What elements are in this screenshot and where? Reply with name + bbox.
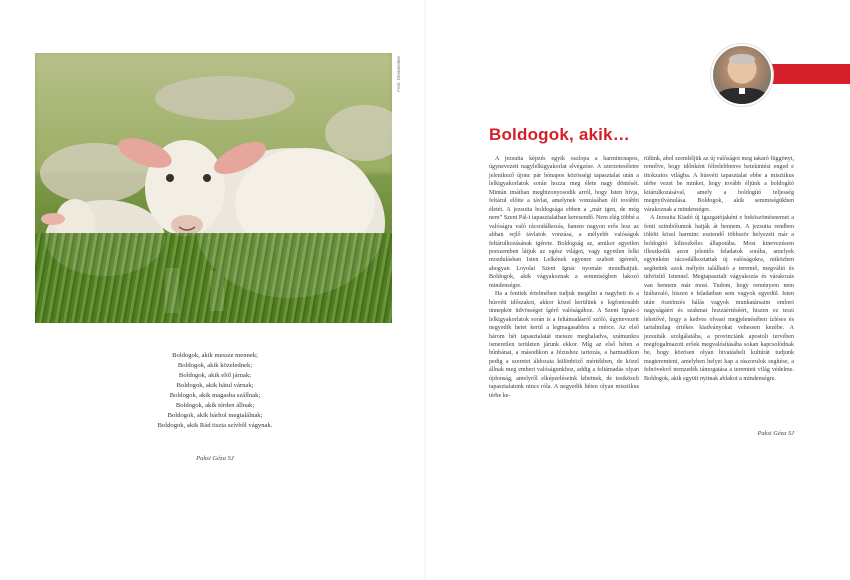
article-column-2 xyxy=(644,155,794,383)
paragraph: A jezsuita képzés egyik oszlopa a harmincnapos, úgynevezett nagylelkigyakorlat elvégzése. A szerzeteséletre jelentkező újonc pár hónapos közösségi tapasztalat után a lelkigyakorlatok során hozza meg élete nagy döntését. Mintán imáiban megbizonyosodik arról, hogy Isten hívja, feltárul előtte a távlat, amelynek vonzásában éli további életét. A jezsuita boldogsága ebben a „már igen, de még nem” Szent Pál-i tapasztalatban keresendő. Nem elég többé a valóságra való rácsodálkozás, hanem nagyon erős lesz az abban rejlő távlatok vonzása, a mélyebb valóságok feltárulkozásának igérete. Boldogság az, amikor egyetlen porszemben látjuk az egész világot, vagy egyetlen lelki mozdulásban Isten Lelkének egyenre szabott igéretét, ahogyan Loyolai Szent Ignác nyomán mondhatjuk. Boldogok, akik vágyakoznak a semmiségben lakozó mindenségre. xyxy=(489,156,639,289)
poem-line: Boldogok, akik Rád tiszta szívből vágynak. xyxy=(157,422,273,429)
lamb-photo xyxy=(35,53,392,323)
paragraph: Ha a fentiek értelmében tudjuk megélni a nagyheti és a húsvéti időszakot, akkor közel kerülünk e legfontosabb ünnepkör üdvösséget ígérő valóságához. A Szent Ignác-i lelkigyakorlatok során is a feltámadásról szóló, úgynevezett negyedik hetet kerül a legmagasabbra a mérce. Az első három hét tapasztalatát messze meghaladva, számunkra ismeretlen területen járunk ekkor. Míg az első héten a bűnbánat, a másodikon a Jézushoz tartozás, a harmadikon pedig a szeretet áldozata különböző mértékben, de közel állnak meg emberi valóságunkhoz, addig a feltámadás olyan újdonság, amelyről elképzeléseink lehetnek, de testközeli tapasztalatunk nincs róla. A negyedik héten olyan misztikus térbe ke- xyxy=(489,291,639,399)
paragraph: A Jezsuita Kiadó új igazgatójaként e beköszöntésnemet a fenti szimbólumok hatják át bennem. A jezsuita rendben töltött közel harminc esztendő többször helyezett már a boldogító kilieszkéles állapotába. Most kinevezésem illeszkedik azon jelentős feladatok sorába, amelyek egyenként rácsodálkoztattak új valóságokra, miközben segítettek azok mélyén található a teremtő, megváltó és üdvözítő Istennel. Megtapasztalt vágyakozás és várakozás van bennem már most. Tudom, hogy reményem nem hiábavaló, hiszen e feladatban sem vagyok egyedül. Isten után ösztönzés hálás vagyok munkatársaim emberi nagyságáért és szakmai hozzáértéséért, hiszen ez teszi lehetővé, hogy a kedves olvasó megjelenésében ízléses és tartalmilag értékes kiadványokat vehessen kezébe. A jezsuiták szolgálatába, a provinciánk apostoli tervében megfogalmazott erőek megvalósításába sokan kapcsolódnak be, hogy közösen olyan hivatásbeli kultúrát tudjunk megteremteni, amelyben helyet kap a rászorulok segítése, a felnövekvő nemzedék támogatása a teremtett világ védelme. Boldogok, akik együtt nyitnak ablakot a mindenségre. xyxy=(644,215,794,382)
page-gutter xyxy=(424,0,426,580)
accent-bar xyxy=(770,64,850,84)
poem-line: Boldogok, akik hátul várnak; xyxy=(176,382,254,389)
paragraph: rülünk, ahol szemléljük az új valóságot meg takaró függönyt, remélve, hogy időnként félrelebbenve betekintést enged e titokzatos világba. A húsvéti tapasztalat ebbe a misztikus térbe vezet be minket, hogy tovább éljünk a boldogító kitárulkozásával, amely a boldogító teljesség megnyilvánulása. Boldogok, akik semmiségükben várakoznak a mindenségre. xyxy=(644,156,794,213)
author-portrait xyxy=(711,44,773,106)
poem-line: Boldogok, akik bárhol megtalálnak; xyxy=(167,412,263,419)
author-signature: Paksi Géza SJ xyxy=(757,430,794,437)
poem xyxy=(120,351,310,431)
photo-credit: Fotó: Dreamstime xyxy=(396,56,401,92)
article-column-1 xyxy=(489,155,639,400)
poem-line: Boldogok, akik közelednek; xyxy=(177,362,253,369)
poem-line: Boldogok, akik magasba szállnak; xyxy=(169,392,261,399)
article-title: Boldogok, akik… xyxy=(489,125,630,144)
poem-line: Boldogok, akik térden állnak; xyxy=(175,402,255,409)
poem-line: Boldogok, akik elöl járnak; xyxy=(178,372,252,379)
poem-line: Boldogok, akik messze mennek; xyxy=(172,352,258,359)
poem-author: Paksi Géza SJ xyxy=(196,455,234,462)
